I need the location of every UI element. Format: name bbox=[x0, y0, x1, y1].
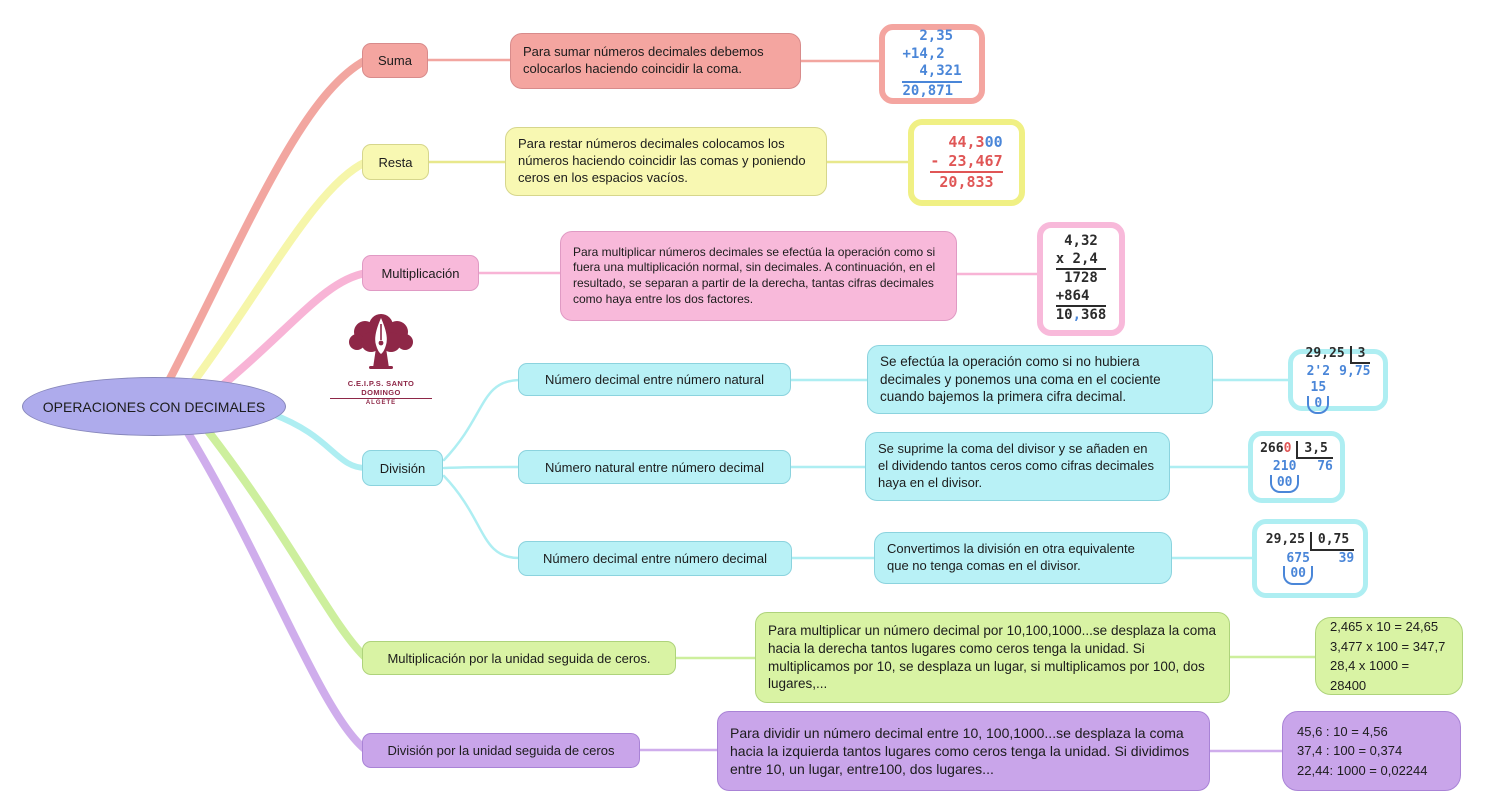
mult-factor-2: x 2,4 bbox=[1055, 250, 1098, 267]
node-division-unidad-label: División por la unidad seguida de ceros bbox=[387, 743, 615, 758]
node-division-decimal-decimal[interactable] bbox=[518, 541, 792, 576]
example-division-decimal-natural bbox=[1288, 345, 1388, 411]
school-town: ALGETE bbox=[365, 400, 397, 406]
div3-work-1: 675 bbox=[1286, 550, 1310, 566]
example-multiplicacion bbox=[1037, 222, 1125, 336]
divu-example-line-2: 37,4 : 100 = 0,374 bbox=[1297, 743, 1403, 759]
node-division-decimal-natural[interactable] bbox=[518, 363, 791, 396]
definition-resta bbox=[505, 127, 827, 196]
definition-resta-text: Para restar números decimales colocamos los números haciendo coincidir las comas y poniendo ceros en los espacios vacíos. bbox=[518, 136, 806, 185]
definition-division-natural-decimal-text: Se suprime la coma del divisor y se añaden en el dividendo tantos ceros como cifras decimales haya en el divisor. bbox=[878, 441, 1155, 490]
mult-factor-1: 4,32 bbox=[1055, 233, 1098, 250]
multu-example-line-1: 2,465 x 10 = 24,65 bbox=[1330, 619, 1439, 634]
mult-partial-1: 1728 bbox=[1056, 268, 1107, 288]
mult-result-right: 368 bbox=[1081, 307, 1107, 324]
div2-dividend-main: 266 bbox=[1260, 440, 1284, 456]
div3-dividend-main: 29,25 bbox=[1265, 532, 1305, 548]
div2-dividend bbox=[1260, 441, 1291, 457]
node-multiplicacion-unidad[interactable] bbox=[362, 641, 676, 675]
div3-work-2: 00 bbox=[1283, 566, 1313, 585]
suma-addend-1: 2,35 bbox=[902, 28, 954, 44]
suma-result: 20,871 bbox=[902, 81, 961, 101]
example-division-natural-decimal bbox=[1248, 431, 1345, 503]
node-multiplicacion-label: Multiplicación bbox=[381, 265, 460, 281]
div1-dividend-main: 29,25 bbox=[1305, 345, 1345, 361]
resta-result: 20,833 bbox=[930, 171, 1002, 192]
div1-work-1: 2'2 bbox=[1306, 364, 1331, 380]
div2-work-2: 00 bbox=[1270, 475, 1300, 494]
resta-subtrahend: - 23,467 bbox=[930, 152, 1003, 171]
node-division-natural-decimal[interactable] bbox=[518, 450, 791, 484]
div3-dividend bbox=[1266, 532, 1305, 548]
root-topic-label: OPERACIONES CON DECIMALES bbox=[42, 398, 266, 415]
node-resta[interactable] bbox=[362, 144, 429, 180]
node-suma[interactable] bbox=[362, 43, 428, 78]
definition-division-unidad-text: Para dividir un número decimal entre 10, 100,1000...se desplaza la coma hacia la izquierda tantos lugares como ceros tenga la unidad. Si dividimos entre 10, un lugar, entre100, dos lugares... bbox=[730, 724, 1190, 778]
school-logo bbox=[330, 310, 432, 406]
definition-division-natural-decimal bbox=[865, 432, 1170, 501]
definition-suma-text: Para sumar números decimales debemos colocarlos haciendo coincidir la coma. bbox=[523, 44, 764, 76]
div1-work-3: 0 bbox=[1307, 396, 1329, 415]
div2-divisor: 3,5 bbox=[1296, 441, 1332, 460]
div3-quotient: 39 bbox=[1338, 550, 1355, 566]
definition-multiplicacion bbox=[560, 231, 957, 321]
node-division-unidad[interactable] bbox=[362, 733, 640, 768]
div1-divisor: 3 bbox=[1350, 346, 1371, 365]
div2-dividend-red: 0 bbox=[1283, 440, 1292, 456]
resta-added-zeros: 00 bbox=[984, 133, 1003, 152]
divu-example-line-1: 45,6 : 10 = 4,56 bbox=[1297, 723, 1388, 739]
suma-addend-3: 4,321 bbox=[902, 63, 962, 79]
definition-division-decimal-decimal bbox=[874, 532, 1172, 584]
multu-example-line-3: 28,4 x 1000 = 28400 bbox=[1330, 658, 1410, 693]
node-division-natural-decimal-label: Número natural entre número decimal bbox=[545, 459, 764, 475]
example-division-unidad bbox=[1282, 711, 1461, 791]
definition-suma bbox=[510, 33, 801, 89]
root-topic-node[interactable] bbox=[22, 377, 286, 436]
definition-multiplicacion-text: Para multiplicar números decimales se efectúa la operación como si fuera una multiplicación normal, sin decimales. A continuación, en el resultado, se separan a partir de la derecha, tantas cifras decimales como haya entre los dos factores. bbox=[573, 244, 936, 306]
definition-division-decimal-natural-text: Se efectúa la operación como si no hubiera decimales y ponemos una coma en el cociente cuando bajemos la primera cifra decimal. bbox=[880, 354, 1161, 405]
div3-divisor: 0,75 bbox=[1310, 532, 1354, 551]
definition-multiplicacion-unidad bbox=[755, 612, 1230, 703]
definition-division-unidad bbox=[717, 711, 1210, 791]
school-name: C.E.I.P.S. SANTO DOMINGO bbox=[330, 379, 432, 399]
suma-addend-2: +14,2 bbox=[902, 45, 945, 62]
resta-minuend-red: 44,3 bbox=[930, 133, 985, 152]
definition-division-decimal-decimal-text: Convertimos la división en otra equivalente que no tenga comas en el divisor. bbox=[887, 541, 1135, 573]
mult-result-left: 10 bbox=[1055, 307, 1073, 324]
node-resta-label: Resta bbox=[378, 154, 413, 170]
div1-work-2: 15 bbox=[1310, 380, 1327, 395]
example-division-decimal-decimal bbox=[1252, 519, 1368, 598]
div1-quotient: 9,75 bbox=[1339, 364, 1371, 380]
node-division-decimal-decimal-label: Número decimal entre número decimal bbox=[543, 551, 767, 566]
definition-multiplicacion-unidad-text: Para multiplicar un número decimal por 10,100,1000...se desplaza la coma hacia la derecha tantos lugares como ceros tenga la unidad. Si multiplicamos por 10, se desplaza un lugar, si multiplicamos por 100, dos lugares,... bbox=[768, 623, 1216, 692]
definition-division-decimal-natural bbox=[867, 345, 1213, 414]
example-multiplicacion-unidad bbox=[1315, 617, 1463, 695]
node-suma-label: Suma bbox=[378, 53, 412, 68]
node-division[interactable] bbox=[362, 450, 443, 486]
multu-example-line-2: 3,477 x 100 = 347,7 bbox=[1330, 638, 1446, 654]
divu-example-line-3: 22,44: 1000 = 0,02244 bbox=[1297, 762, 1428, 778]
div2-work-1: 210 bbox=[1272, 459, 1297, 475]
tree-pen-icon bbox=[333, 310, 429, 372]
node-division-label: División bbox=[379, 460, 426, 476]
div2-quotient: 76 bbox=[1317, 459, 1333, 475]
mult-result bbox=[1056, 305, 1107, 325]
resta-minuend bbox=[930, 133, 1002, 152]
div1-dividend bbox=[1306, 346, 1345, 362]
mult-partial-2: +864 bbox=[1055, 287, 1098, 304]
example-resta bbox=[908, 119, 1025, 206]
example-suma bbox=[879, 24, 985, 104]
mult-result-comma: , bbox=[1072, 307, 1081, 324]
node-multiplicacion-unidad-label: Multiplicación por la unidad seguida de ceros. bbox=[387, 650, 651, 666]
node-multiplicacion[interactable] bbox=[362, 255, 479, 291]
node-division-decimal-natural-label: Número decimal entre número natural bbox=[545, 372, 764, 387]
